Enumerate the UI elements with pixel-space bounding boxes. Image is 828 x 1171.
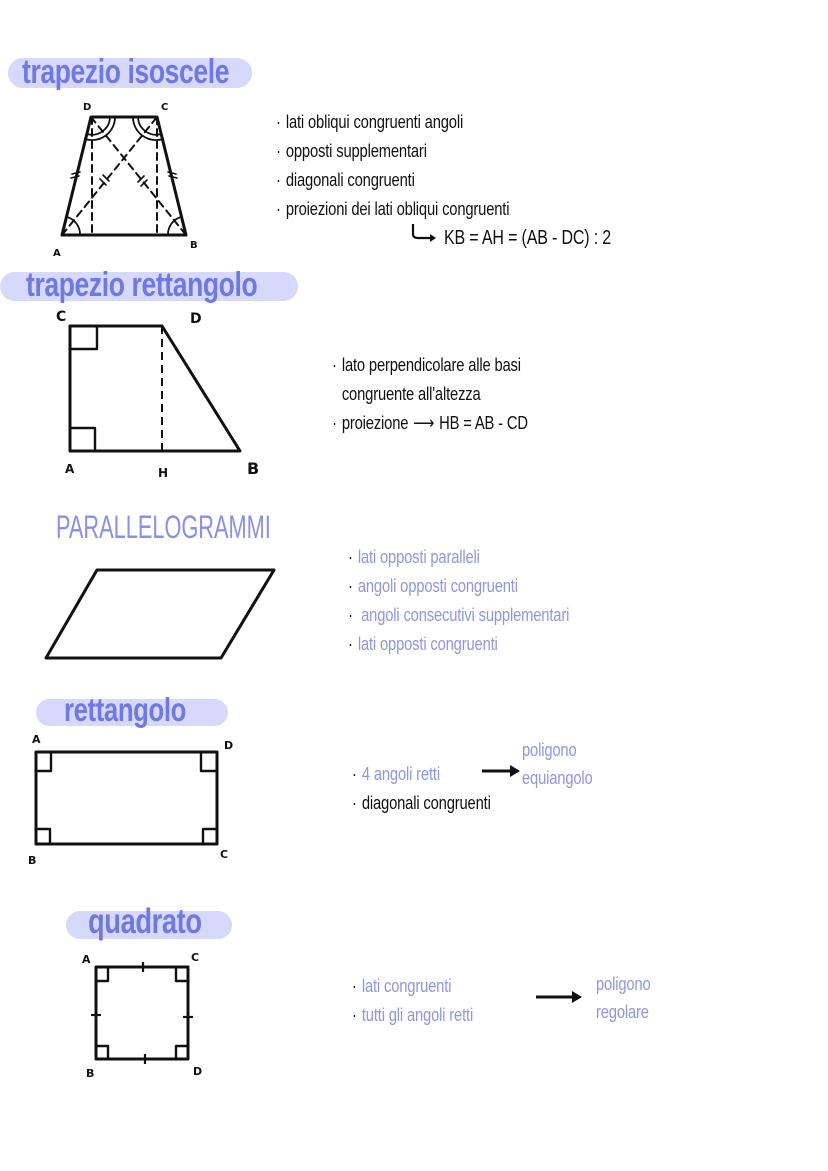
- arrow-right-icon: [480, 764, 522, 778]
- note-item: lati obliqui congruenti angoli: [285, 112, 464, 132]
- rectangle-figure: [20, 728, 250, 868]
- note-item: diagonali congruenti: [361, 793, 491, 813]
- note-item: 4 angoli retti: [361, 764, 440, 784]
- note-item: opposti supplementari: [285, 141, 427, 161]
- vertex-label-b: B: [86, 1067, 95, 1080]
- result-line: poligono: [596, 974, 651, 994]
- square-figure: [70, 945, 210, 1085]
- result-line: equiangolo: [522, 768, 593, 788]
- vertex-label-h: H: [158, 466, 169, 480]
- projection-label: proiezione: [341, 413, 409, 433]
- result-line: regolare: [596, 1002, 649, 1022]
- note-item: angoli consecutivi supplementari: [361, 605, 570, 625]
- vertex-label-b: B: [190, 240, 198, 251]
- vertex-label-c: C: [191, 951, 200, 964]
- note-item: lati congruenti: [361, 976, 452, 996]
- vertex-label-c: C: [220, 848, 229, 861]
- note-item: tutti gli angoli retti: [361, 1005, 474, 1025]
- long-arrow-icon: ⟶: [413, 413, 435, 433]
- notes-rettangolo: · 4 angoli retti · diagonali congruenti: [352, 764, 491, 813]
- vertex-label-c: C: [161, 102, 169, 113]
- vertex-label-d: D: [190, 311, 202, 327]
- result-rettangolo: [522, 736, 593, 792]
- result-quadrato: [596, 970, 651, 1026]
- note-item: congruente all'altezza: [341, 384, 481, 404]
- vertex-label-b: B: [28, 854, 37, 867]
- right-trapezoid-figure: [40, 300, 300, 480]
- result-line: poligono: [522, 740, 577, 760]
- hook-arrow-icon: [410, 222, 440, 242]
- heading-rettangolo: rettangolo: [64, 691, 186, 728]
- vertex-label-d: D: [193, 1065, 203, 1078]
- vertex-label-a: A: [82, 953, 91, 966]
- isosceles-trapezoid-figure: [40, 95, 240, 265]
- notes-trapezio-rettangolo: · lato perpendicolare alle basi congruente all'altezza · proiezione ⟶ HB = AB - CD: [332, 351, 528, 438]
- notes-trapezio-isoscele: · lati obliqui congruenti angoli · opposti supplementari · diagonali congruenti · proiezioni dei lati obliqui congruenti: [276, 112, 510, 219]
- projection-formula: HB = AB - CD: [439, 413, 528, 433]
- notes-parallelogrammi: · lati opposti paralleli · angoli opposti congruenti · angoli consecutivi supplementari · lati opposti congruenti: [348, 547, 570, 654]
- note-item: lati opposti paralleli: [357, 547, 480, 567]
- notes-quadrato: · lati congruenti · tutti gli angoli retti: [352, 976, 474, 1025]
- heading-parallelogrammi: PARALLELOGRAMMI: [56, 509, 271, 545]
- vertex-label-a: A: [65, 462, 75, 476]
- note-item: angoli opposti congruenti: [357, 576, 518, 596]
- vertex-label-c: C: [56, 309, 67, 325]
- arrow-right-icon: [534, 990, 584, 1004]
- vertex-label-a: A: [53, 248, 61, 259]
- heading-trapezio-rettangolo: trapezio rettangolo: [26, 266, 258, 304]
- vertex-label-a: A: [32, 733, 41, 746]
- note-item: proiezioni dei lati obliqui congruenti: [285, 199, 510, 219]
- heading-trapezio-isoscele: trapezio isoscele: [22, 53, 230, 91]
- heading-quadrato: quadrato: [88, 902, 202, 941]
- parallelogram-figure: [40, 560, 300, 670]
- note-item: diagonali congruenti: [285, 170, 415, 190]
- vertex-label-b: B: [247, 459, 260, 478]
- formula-projections: KB = AH = (AB - DC) : 2: [444, 227, 612, 249]
- vertex-label-d: D: [224, 739, 234, 752]
- note-item: lati opposti congruenti: [357, 634, 498, 654]
- note-item: lato perpendicolare alle basi: [341, 355, 521, 375]
- vertex-label-d: D: [83, 102, 92, 113]
